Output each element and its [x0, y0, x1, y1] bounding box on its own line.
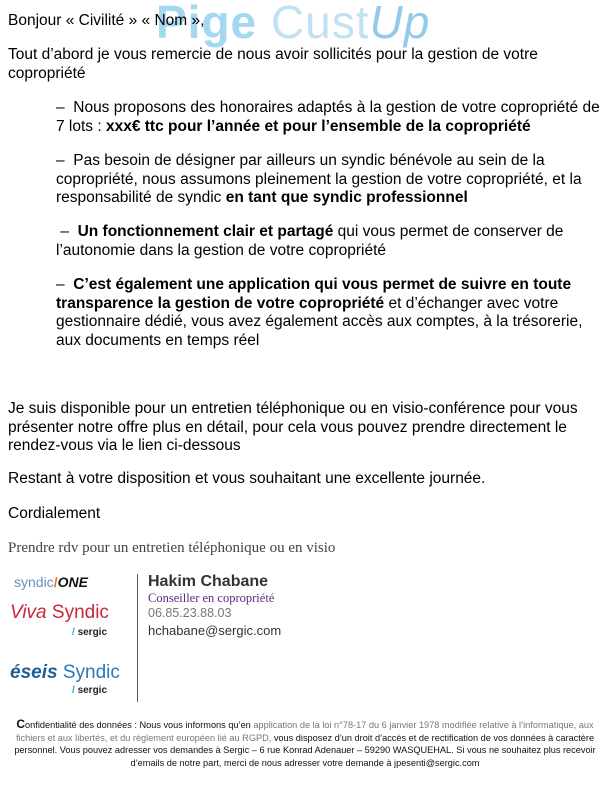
eseissyndic-logo	[10, 662, 120, 684]
viva-sergic-slash: /	[72, 627, 75, 638]
bullet-4-dash: –	[56, 276, 65, 293]
intro-paragraph: Tout d’abord je vous remercie de nous avoir sollicités pour la gestion de votre copropriété	[8, 46, 538, 82]
syndicone-logo	[14, 574, 88, 590]
bullet-3-text: qui vous permet de conserver de l’autonomie dans la gestion de votre copropriété	[56, 223, 564, 259]
signature-email[interactable]: hchabane@sergic.com	[148, 623, 282, 638]
bullet-4-text: et d’échanger avec votre gestionnaire dédié, vous avez également accès aux comptes, à la trésorerie, aux documents en temps réel	[56, 294, 583, 349]
signature-role: Conseiller en copropriété	[148, 591, 275, 605]
syndicone-slash: /	[53, 574, 58, 590]
syndicone-prefix: syndic	[14, 574, 54, 590]
bullet-4-bold: C’est également une application qui vous permet de suivre en toute transparence la gestion de votre copropriété	[56, 276, 572, 312]
eseis-word: éseis	[10, 662, 58, 683]
bullet-1-bold: xxx€ ttc pour l’année et pour l’ensemble de la copropriété	[105, 117, 531, 135]
viva-sergic-word: sergic	[77, 627, 108, 638]
viva-rest: Syndic	[46, 602, 109, 623]
eseis-sergic-word: sergic	[77, 685, 108, 696]
eseis-rest: Syndic	[57, 662, 120, 683]
footer-line-a-grey: application de la loi n°78-17 du 6 janvier 1978 modifiée relative à l’informatique, aux fichiers et aux libertés, et du règlement européen lié au RGPD,	[15, 720, 594, 743]
footer-first-letter: C	[16, 717, 26, 731]
signoff: Cordialement	[8, 505, 101, 522]
bullet-3-dash: –	[60, 223, 69, 240]
vivasyndic-logo	[10, 602, 109, 624]
signature-name: Hakim Chabane	[148, 573, 269, 590]
viva-sergic-label	[72, 627, 107, 638]
bullet-3	[56, 223, 604, 260]
bullet-1	[56, 99, 604, 136]
greeting: Bonjour « Civilité » « Nom »,	[8, 12, 205, 29]
bullet-2	[56, 152, 604, 208]
viva-word: Viva	[10, 602, 47, 623]
closing-paragraph: Restant à votre disposition et vous souhaitant une excellente journée.	[8, 470, 486, 487]
eseis-sergic-slash: /	[72, 685, 75, 696]
bullet-2-bold: en tant que syndic professionnel	[225, 189, 468, 206]
availability-paragraph: Je suis disponible pour un entretien téléphonique ou en visio-conférence pour vous présenter notre offre plus en détail, pour cela vous pouvez prendre directement le rendez-vous via le lien ci-dessous	[8, 400, 578, 454]
bullet-4	[56, 276, 604, 350]
bullet-3-bold: Un fonctionnement clair et partagé	[77, 223, 334, 240]
signature-divider	[137, 574, 138, 702]
eseis-sergic-label	[72, 685, 107, 696]
footer-line-b: vous disposez d’un droit d’accès et de rectification de vos données à caractère personnel. Vous pouvez adresser vos demandes à Sergic – 6 rue Konrad Adenauer – 59290 WASQUEHAL. Si vous ne souhaitez plus recevoir d’emails de notre part, merci de nous adresser votre demande à jpesenti@sergic.com	[14, 732, 596, 768]
brand-logos	[8, 570, 132, 704]
book-appointment-link[interactable]: Prendre rdv pour un entretien téléphonique ou en visio	[8, 540, 336, 556]
watermark-part2: Cust	[270, 0, 370, 48]
bullet-1-text: Nous proposons des honoraires adaptés à la gestion de votre copropriété de 7 lots :	[56, 99, 600, 135]
confidentiality-footer	[6, 718, 604, 769]
bullet-2-text: Pas besoin de désigner par ailleurs un syndic bénévole au sein de la copropriété, nous assumons pleinement la gestion de votre copropriété, et la responsabilité de syndic	[56, 152, 582, 206]
watermark-part1: Pige	[156, 0, 271, 48]
watermark-part3: Up	[369, 0, 431, 48]
bullet-2-dash: –	[56, 152, 65, 169]
signature-phone[interactable]: 06.85.23.88.03	[148, 606, 232, 620]
bullet-1-dash: –	[56, 99, 65, 116]
footer-line-a: onfidentialité des données : Nous vous informons qu’en	[25, 720, 254, 730]
syndicone-word: ONE	[57, 574, 88, 590]
